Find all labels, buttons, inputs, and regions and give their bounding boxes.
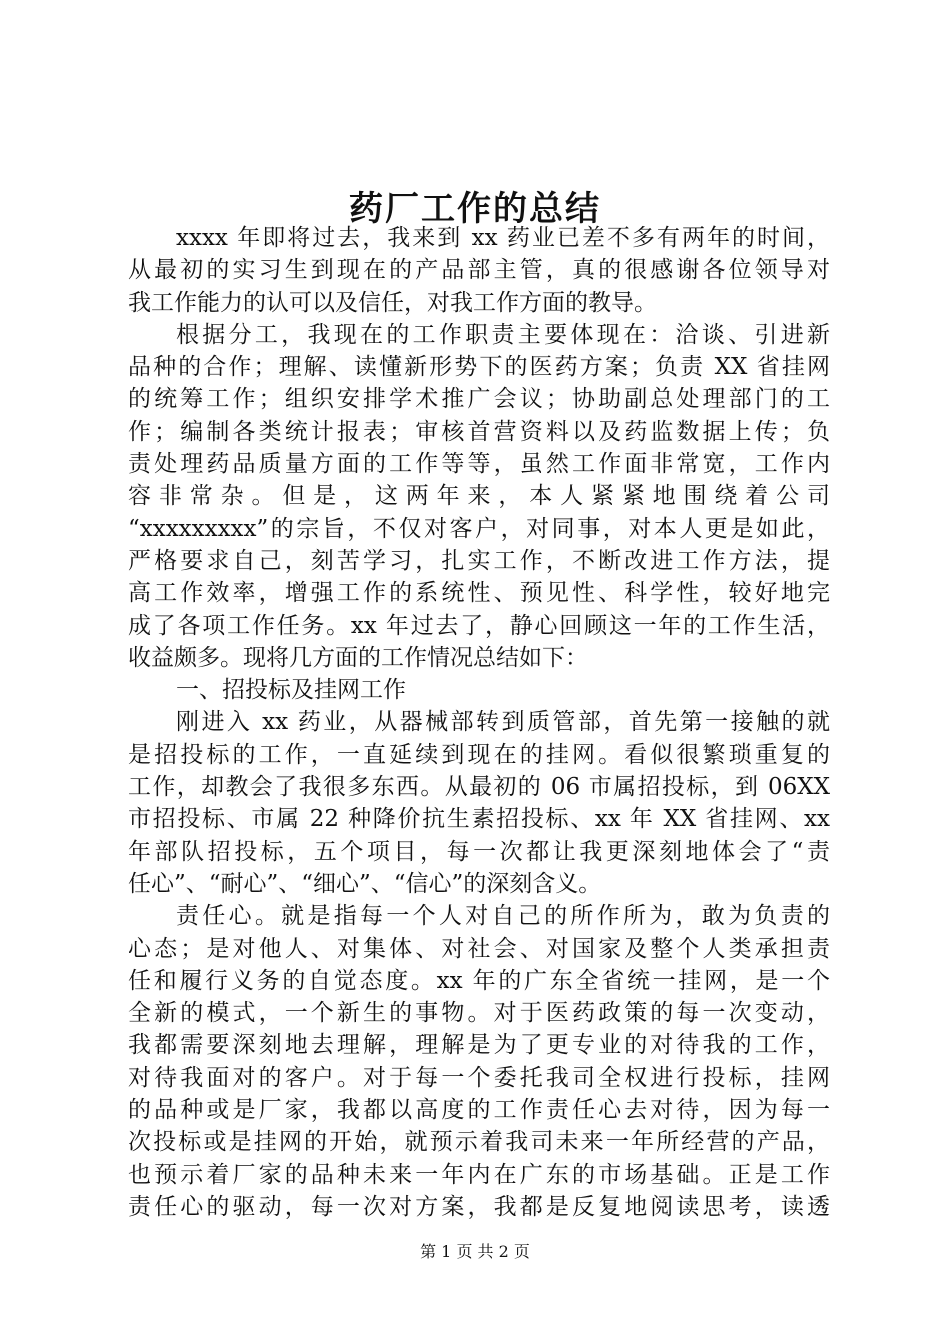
paragraph-line: 我工作能力的认可以及信任，对我工作方面的教导。 (128, 289, 657, 316)
paragraph-line: 责任心的驱动，每一次对方案，我都是反复地阅读思考，读透 (128, 1193, 830, 1220)
paragraph-line: 市招投标、市属 22 种降价抗生素招投标、xx 年 XX 省挂网、xx (128, 806, 830, 833)
paragraph-line: 品种的合作；理解、读懂新形势下的医药方案；负责 XX 省挂网 (128, 354, 830, 381)
paragraph-line: 责处理药品质量方面的工作等等，虽然工作面非常宽，工作内 (128, 451, 830, 478)
paragraph-line: 刚进入 xx 药业，从器械部转到质管部，首先第一接触的就 (176, 709, 830, 736)
page-title: 药厂工作的总结 (349, 189, 601, 229)
paragraph-line: 是招投标的工作，一直延续到现在的挂网。看似很繁琐重复的 (128, 741, 830, 768)
paragraph-line: 我都需要深刻地去理解，理解是为了更专业的对待我的工作， (128, 1032, 830, 1059)
paragraph-line: 从最初的实习生到现在的产品部主管，真的很感谢各位领导对 (128, 257, 830, 284)
section-heading: 一、招投标及挂网工作 (176, 677, 406, 704)
paragraph-line: xxxx 年即将过去，我来到 xx 药业已差不多有两年的时间， (176, 225, 830, 251)
paragraph-line: 年部队招投标，五个项目，每一次都让我更深刻地体会了“责 (128, 838, 830, 865)
paragraph-line: 高工作效率，增强工作的系统性、预见性、科学性，较好地完 (128, 580, 830, 607)
paragraph-line: 全新的模式，一个新生的事物。对于医药政策的每一次变动， (128, 1000, 830, 1027)
paragraph-line: 也预示着厂家的品种未来一年内在广东的市场基础。正是工作 (128, 1161, 830, 1188)
paragraph-line: 对待我面对的客户。对于每一个委托我司全权进行投标，挂网 (128, 1064, 830, 1091)
paragraph-line: 的统筹工作；组织安排学术推广会议；协助副总处理部门的工 (128, 386, 830, 413)
paragraph-line: 作；编制各类统计报表；审核首营资料以及药监数据上传；负 (128, 418, 830, 445)
paragraph-line: 任心”、“耐心”、“细心”、“信心”的深刻含义。 (128, 870, 602, 897)
paragraph-line: 容 非 常 杂 。 但 是 ， 这 两 年 来 ， 本 人 紧 紧 地 围 绕 着 公 司 (128, 483, 830, 510)
paragraph-line: 的品种或是厂家，我都以高度的工作责任心去对待，因为每一 (128, 1097, 830, 1124)
paragraph-line: 严格要求自己，刻苦学习，扎实工作，不断改进工作方法，提 (128, 547, 830, 574)
paragraph-line: 责任心。就是指每一个人对自己的所作所为，敢为负责的 (176, 903, 830, 930)
paragraph-line: 成了各项工作任务。xx 年过去了，静心回顾这一年的工作生活， (128, 612, 830, 639)
paragraph-line: “xxxxxxxxx”的宗旨，不仅对客户，对同事，对本人更是如此， (128, 515, 830, 542)
document-body (128, 222, 830, 1223)
paragraph-line: 次投标或是挂网的开始，就预示着我司未来一年所经营的产品， (128, 1129, 830, 1156)
paragraph-line: 工作，却教会了我很多东西。从最初的 06 市属招投标，到 06XX (128, 774, 830, 801)
page-footer: 第 1 页 共 2 页 (420, 1242, 530, 1261)
paragraph-line: 收益颇多。现将几方面的工作情况总结如下： (128, 644, 588, 671)
paragraph-line: 任和履行义务的自觉态度。xx 年的广东全省统一挂网，是一个 (128, 967, 830, 994)
paragraph-line: 心态；是对他人、对集体、对社会、对国家及整个人类承担责 (128, 935, 830, 962)
paragraph-line: 根据分工，我现在的工作职责主要体现在：洽谈、引进新 (176, 321, 830, 348)
